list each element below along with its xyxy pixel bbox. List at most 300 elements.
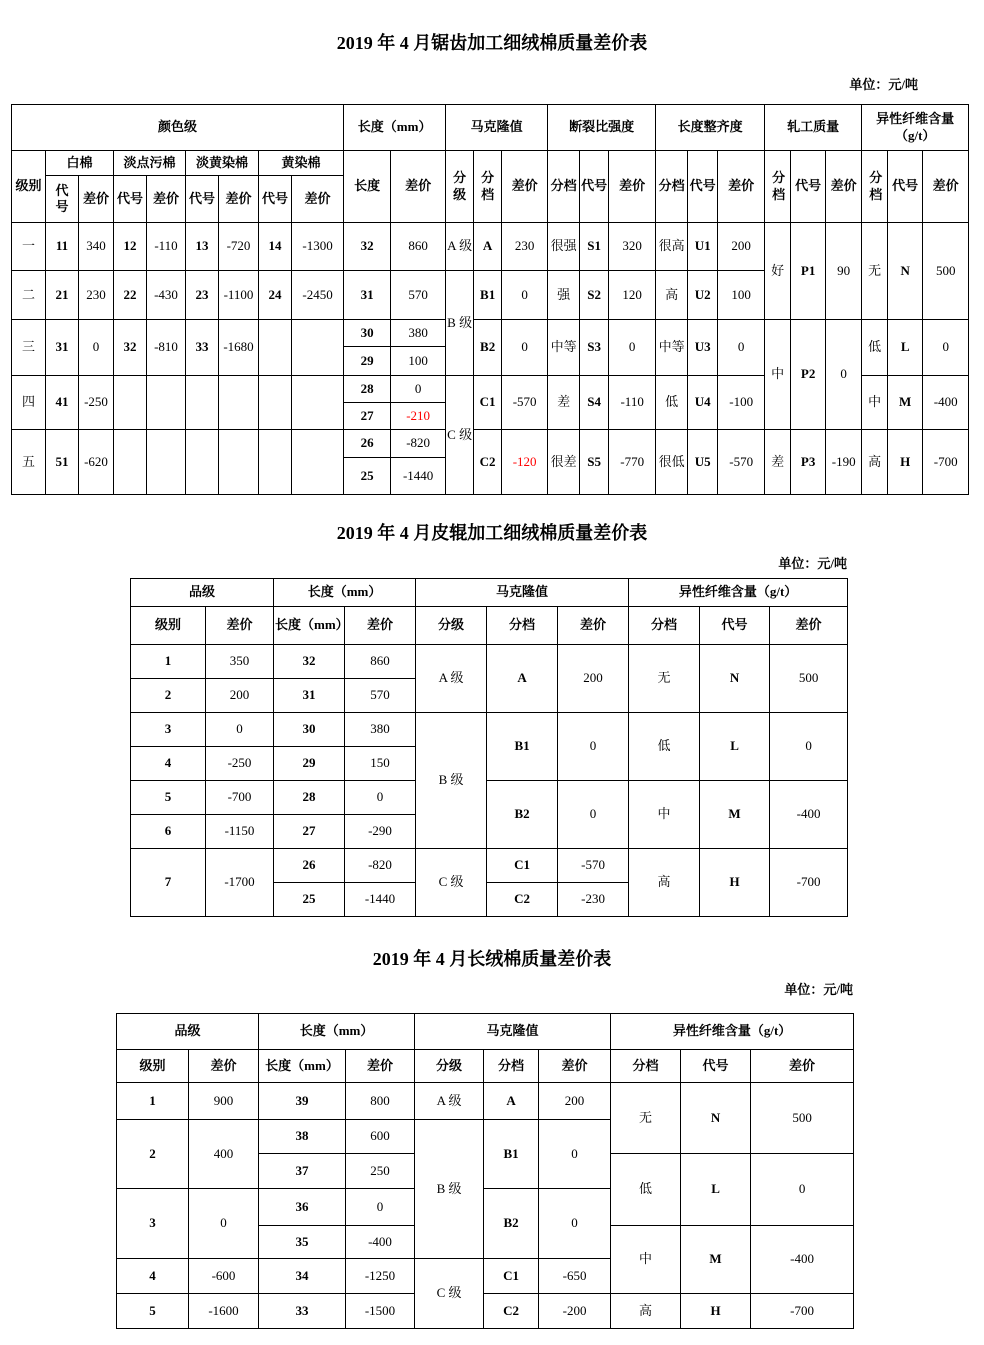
cell: 100	[391, 347, 446, 376]
cell: 中等	[656, 320, 688, 376]
header-foreign-fiber: 异性纤维含量（g/t）	[862, 105, 969, 151]
cell: 34	[259, 1259, 346, 1294]
cell: 4	[117, 1259, 189, 1294]
roller-cotton-price-table	[130, 578, 848, 917]
cell: M	[700, 781, 770, 849]
cell: 38	[259, 1120, 346, 1154]
cell: 37	[259, 1154, 346, 1189]
cell: -1700	[206, 849, 274, 917]
cell: 无	[862, 223, 888, 320]
cell: 3	[117, 1189, 189, 1259]
cell: A	[487, 645, 558, 713]
cell: 100	[718, 271, 765, 320]
cell: S1	[580, 223, 609, 271]
cell: B 级	[446, 271, 474, 376]
cell: 120	[609, 271, 656, 320]
cell: 33	[186, 320, 219, 376]
header-length-group: 长度（mm）	[274, 579, 416, 607]
cell: -720	[219, 223, 259, 271]
cell: N	[700, 645, 770, 713]
cell: B1	[474, 271, 502, 320]
header-diff: 差价	[345, 607, 416, 645]
header-band: 分档	[487, 607, 558, 645]
header-grade: 级别	[117, 1050, 189, 1083]
cell: 41	[46, 376, 79, 430]
cell: 5	[117, 1294, 189, 1329]
cell: 0	[346, 1189, 415, 1226]
cell-empty	[147, 376, 186, 430]
cell: 中	[611, 1226, 681, 1294]
cell: -400	[923, 376, 969, 430]
cell: -100	[718, 376, 765, 430]
cell: S4	[580, 376, 609, 430]
cell: A 级	[416, 645, 487, 713]
cell: 三	[12, 320, 46, 376]
cell: -700	[770, 849, 848, 917]
header-grade-group: 品级	[117, 1014, 259, 1050]
cell: 低	[629, 713, 700, 781]
header-band: 分档	[548, 151, 580, 223]
cell: B2	[474, 320, 502, 376]
cell: 28	[274, 781, 345, 815]
cell: 25	[274, 883, 345, 917]
cell: -250	[79, 376, 114, 430]
cell: 14	[259, 223, 292, 271]
cell: A 级	[415, 1083, 484, 1120]
cell: 27	[274, 815, 345, 849]
cell-empty	[114, 376, 147, 430]
cell: M	[888, 376, 923, 430]
cell: B2	[484, 1189, 539, 1259]
cell: -1440	[391, 458, 446, 495]
cell: 0	[558, 781, 629, 849]
header-diff: 差价	[189, 1050, 259, 1083]
cell: 28	[344, 376, 391, 403]
header-code: 代号	[186, 176, 219, 223]
header-code: 代号	[888, 151, 923, 223]
cell: C2	[474, 430, 502, 495]
cell: P3	[791, 430, 826, 495]
header-ginning: 轧工质量	[765, 105, 862, 151]
cell: 4	[131, 747, 206, 781]
cell: U1	[688, 223, 718, 271]
cell: 2	[131, 679, 206, 713]
table1-title: 2019 年 4 月锯齿加工细绒棉质量差价表	[336, 33, 648, 53]
cell: 200	[558, 645, 629, 713]
cell: 11	[46, 223, 79, 271]
cell: L	[681, 1154, 751, 1226]
header-code: 代号	[700, 607, 770, 645]
cell: 强	[548, 271, 580, 320]
cell: 500	[770, 645, 848, 713]
cell: -190	[826, 430, 862, 495]
cell: 1	[131, 645, 206, 679]
cell: S5	[580, 430, 609, 495]
cell: 二	[12, 271, 46, 320]
cell: 5	[131, 781, 206, 815]
cell: H	[700, 849, 770, 917]
cell: 无	[629, 645, 700, 713]
cell: -110	[609, 376, 656, 430]
unit-label: 单位：元/吨	[849, 77, 918, 92]
header-length-group: 长度（mm）	[344, 105, 446, 151]
cell: B2	[487, 781, 558, 849]
cell: 32	[344, 223, 391, 271]
cell: 3	[131, 713, 206, 747]
cell: 32	[114, 320, 147, 376]
cell: S3	[580, 320, 609, 376]
cell: 很高	[656, 223, 688, 271]
header-class: 分级	[415, 1050, 484, 1083]
cell: C 级	[416, 849, 487, 917]
cell: N	[888, 223, 923, 320]
cell: 230	[79, 271, 114, 320]
cell: -430	[147, 271, 186, 320]
cell: 中	[765, 320, 791, 430]
header-diff: 差价	[751, 1050, 854, 1083]
header-diff: 差价	[292, 176, 344, 223]
cell: 31	[46, 320, 79, 376]
cell: -810	[147, 320, 186, 376]
cell: A 级	[446, 223, 474, 271]
cell: 0	[502, 271, 548, 320]
cell: 200	[206, 679, 274, 713]
cell: -290	[345, 815, 416, 849]
cell: -400	[770, 781, 848, 849]
header-diff: 差价	[539, 1050, 611, 1083]
cell: 高	[629, 849, 700, 917]
cell: H	[888, 430, 923, 495]
header-foreign-fiber: 异性纤维含量（g/t）	[629, 579, 848, 607]
cell: 0	[391, 376, 446, 403]
cell-empty	[219, 376, 259, 430]
cell: -820	[345, 849, 416, 883]
cell: 0	[751, 1154, 854, 1226]
cell: 一	[12, 223, 46, 271]
cell: 860	[345, 645, 416, 679]
cell: 380	[391, 320, 446, 347]
cell: P1	[791, 223, 826, 320]
cell: 很强	[548, 223, 580, 271]
cell: -570	[718, 430, 765, 495]
header-diff: 差价	[558, 607, 629, 645]
cell: 1	[117, 1083, 189, 1120]
cell: 很低	[656, 430, 688, 495]
cell: C1	[484, 1259, 539, 1294]
header-diff: 差价	[502, 151, 548, 223]
cell: N	[681, 1083, 751, 1154]
cell: 0	[609, 320, 656, 376]
header-color-grade: 颜色级	[12, 105, 344, 151]
cell: 570	[391, 271, 446, 320]
header-length-group: 长度（mm）	[259, 1014, 415, 1050]
cell: B1	[484, 1120, 539, 1189]
header-micronaire: 马克隆值	[446, 105, 548, 151]
header-diff: 差价	[79, 176, 114, 223]
cell: B1	[487, 713, 558, 781]
cell: C2	[487, 883, 558, 917]
cell: -200	[539, 1294, 611, 1329]
cell: -250	[206, 747, 274, 781]
cell-highlighted: -210	[391, 403, 446, 430]
cell: 中等	[548, 320, 580, 376]
cell: 13	[186, 223, 219, 271]
cell: 90	[826, 223, 862, 320]
header-band: 分档	[656, 151, 688, 223]
cell: 340	[79, 223, 114, 271]
cell-empty	[292, 376, 344, 430]
cell: -600	[189, 1259, 259, 1294]
cell: U3	[688, 320, 718, 376]
cell: -650	[539, 1259, 611, 1294]
cell: H	[681, 1294, 751, 1329]
cell-empty	[186, 376, 219, 430]
header-uniformity: 长度整齐度	[656, 105, 765, 151]
cell: 26	[344, 430, 391, 458]
header-white-cotton: 白棉	[46, 151, 114, 176]
cell: 低	[862, 320, 888, 376]
cell: 500	[751, 1083, 854, 1154]
cell: 380	[345, 713, 416, 747]
cell: -2450	[292, 271, 344, 320]
cell: 0	[539, 1120, 611, 1189]
header-yellow-cotton: 黄染棉	[259, 151, 344, 176]
cell: -1250	[346, 1259, 415, 1294]
header-diff: 差价	[609, 151, 656, 223]
cell: L	[700, 713, 770, 781]
cell: U5	[688, 430, 718, 495]
cell: 差	[548, 376, 580, 430]
cell: 24	[259, 271, 292, 320]
header-diff: 差价	[219, 176, 259, 223]
header-band: 分档	[629, 607, 700, 645]
cell: -1300	[292, 223, 344, 271]
header-code: 代号	[46, 176, 79, 223]
header-class: 分级	[446, 151, 474, 223]
cell-empty	[259, 376, 292, 430]
cell: 32	[274, 645, 345, 679]
cell: 高	[656, 271, 688, 320]
header-light-yellow-cotton: 淡黄染棉	[186, 151, 259, 176]
cell: 26	[274, 849, 345, 883]
cell: 800	[346, 1083, 415, 1120]
cell: 0	[718, 320, 765, 376]
cell: 320	[609, 223, 656, 271]
cell: 150	[345, 747, 416, 781]
cell: 250	[346, 1154, 415, 1189]
cell: -230	[558, 883, 629, 917]
header-length: 长度（mm）	[274, 607, 345, 645]
cell: -820	[391, 430, 446, 458]
cell-empty	[186, 430, 219, 495]
cell: 低	[656, 376, 688, 430]
cell: 高	[862, 430, 888, 495]
cell: 30	[274, 713, 345, 747]
cell: -1680	[219, 320, 259, 376]
cell: 0	[189, 1189, 259, 1259]
cell: 600	[346, 1120, 415, 1154]
cell: C2	[484, 1294, 539, 1329]
cell: 好	[765, 223, 791, 320]
table2-title: 2019 年 4 月皮辊加工细绒棉质量差价表	[336, 523, 648, 543]
cell: 中	[629, 781, 700, 849]
cell: 中	[862, 376, 888, 430]
cell: L	[888, 320, 923, 376]
cell: B 级	[415, 1120, 484, 1259]
cell: 0	[345, 781, 416, 815]
cell: A	[484, 1083, 539, 1120]
cell: -700	[751, 1294, 854, 1329]
cell: 2	[117, 1120, 189, 1189]
cell: -770	[609, 430, 656, 495]
header-grade: 级别	[131, 607, 206, 645]
cell: A	[474, 223, 502, 271]
cell: 39	[259, 1083, 346, 1120]
cell: 高	[611, 1294, 681, 1329]
cell: 0	[770, 713, 848, 781]
header-code: 代号	[114, 176, 147, 223]
unit-label: 单位：元/吨	[784, 982, 853, 997]
cell: 23	[186, 271, 219, 320]
cell: 30	[344, 320, 391, 347]
cell: -110	[147, 223, 186, 271]
cell: C 级	[415, 1259, 484, 1329]
cell: 51	[46, 430, 79, 495]
cell: 0	[539, 1189, 611, 1259]
cell: 无	[611, 1083, 681, 1154]
header-code: 代号	[681, 1050, 751, 1083]
cell-empty	[147, 430, 186, 495]
cell: 35	[259, 1226, 346, 1259]
cell: S2	[580, 271, 609, 320]
cell: -400	[751, 1226, 854, 1294]
header-length: 长度（mm）	[259, 1050, 346, 1083]
cell: 很差	[548, 430, 580, 495]
cell: -620	[79, 430, 114, 495]
cell: 29	[274, 747, 345, 781]
cell: 低	[611, 1154, 681, 1226]
cell: 7	[131, 849, 206, 917]
header-code: 代号	[259, 176, 292, 223]
cell: 25	[344, 458, 391, 495]
header-diff: 差价	[206, 607, 274, 645]
header-grade-group: 品级	[131, 579, 274, 607]
cell: -570	[502, 376, 548, 430]
header-band: 分档	[765, 151, 791, 223]
header-grade: 级别	[12, 151, 46, 223]
cell: 31	[344, 271, 391, 320]
cell: 570	[345, 679, 416, 713]
cell: C1	[487, 849, 558, 883]
cell: -1600	[189, 1294, 259, 1329]
long-staple-cotton-price-table	[116, 1013, 854, 1329]
cell: 900	[189, 1083, 259, 1120]
cell: 31	[274, 679, 345, 713]
cell: 0	[79, 320, 114, 376]
header-diff: 差价	[718, 151, 765, 223]
sawtooth-cotton-price-table	[11, 104, 969, 495]
header-code: 代号	[580, 151, 609, 223]
cell: 差	[765, 430, 791, 495]
cell: 12	[114, 223, 147, 271]
cell: 230	[502, 223, 548, 271]
cell: 200	[718, 223, 765, 271]
cell-empty	[259, 430, 292, 495]
cell-empty	[292, 320, 344, 376]
header-diff: 差价	[346, 1050, 415, 1083]
header-diff: 差价	[391, 151, 446, 223]
header-diff: 差价	[826, 151, 862, 223]
cell: 36	[259, 1189, 346, 1226]
cell: 22	[114, 271, 147, 320]
cell: 五	[12, 430, 46, 495]
cell: -570	[558, 849, 629, 883]
header-band: 分档	[862, 151, 888, 223]
cell: B 级	[416, 713, 487, 849]
cell: 0	[558, 713, 629, 781]
cell: 350	[206, 645, 274, 679]
cell: -1100	[219, 271, 259, 320]
cell: 四	[12, 376, 46, 430]
header-micronaire: 马克隆值	[415, 1014, 611, 1050]
cell: 860	[391, 223, 446, 271]
cell: 400	[189, 1120, 259, 1189]
cell: 500	[923, 223, 969, 320]
header-diff: 差价	[923, 151, 969, 223]
cell: 0	[826, 320, 862, 430]
cell: -1150	[206, 815, 274, 849]
cell: 0	[206, 713, 274, 747]
header-diff: 差价	[770, 607, 848, 645]
cell: C 级	[446, 376, 474, 495]
cell: 29	[344, 347, 391, 376]
cell-empty	[219, 430, 259, 495]
header-length: 长度	[344, 151, 391, 223]
table3-title: 2019 年 4 月长绒棉质量差价表	[372, 949, 612, 969]
cell: -1500	[346, 1294, 415, 1329]
header-foreign-fiber: 异性纤维含量（g/t）	[611, 1014, 854, 1050]
cell: U4	[688, 376, 718, 430]
cell-empty	[259, 320, 292, 376]
cell: 27	[344, 403, 391, 430]
cell: -400	[346, 1226, 415, 1259]
header-code: 代号	[688, 151, 718, 223]
header-strength: 断裂比强度	[548, 105, 656, 151]
cell: -700	[923, 430, 969, 495]
cell: 0	[923, 320, 969, 376]
header-band: 分档	[474, 151, 502, 223]
header-class: 分级	[416, 607, 487, 645]
cell: C1	[474, 376, 502, 430]
header-diff: 差价	[147, 176, 186, 223]
cell: -700	[206, 781, 274, 815]
cell: 200	[539, 1083, 611, 1120]
cell: 6	[131, 815, 206, 849]
cell: 0	[502, 320, 548, 376]
header-light-spotted-cotton: 淡点污棉	[114, 151, 186, 176]
cell: -1440	[345, 883, 416, 917]
cell: P2	[791, 320, 826, 430]
header-band: 分档	[611, 1050, 681, 1083]
cell-empty	[292, 430, 344, 495]
header-code: 代号	[791, 151, 826, 223]
cell: U2	[688, 271, 718, 320]
header-band: 分档	[484, 1050, 539, 1083]
cell: M	[681, 1226, 751, 1294]
cell-empty	[114, 430, 147, 495]
cell: 21	[46, 271, 79, 320]
unit-label: 单位：元/吨	[778, 556, 847, 571]
